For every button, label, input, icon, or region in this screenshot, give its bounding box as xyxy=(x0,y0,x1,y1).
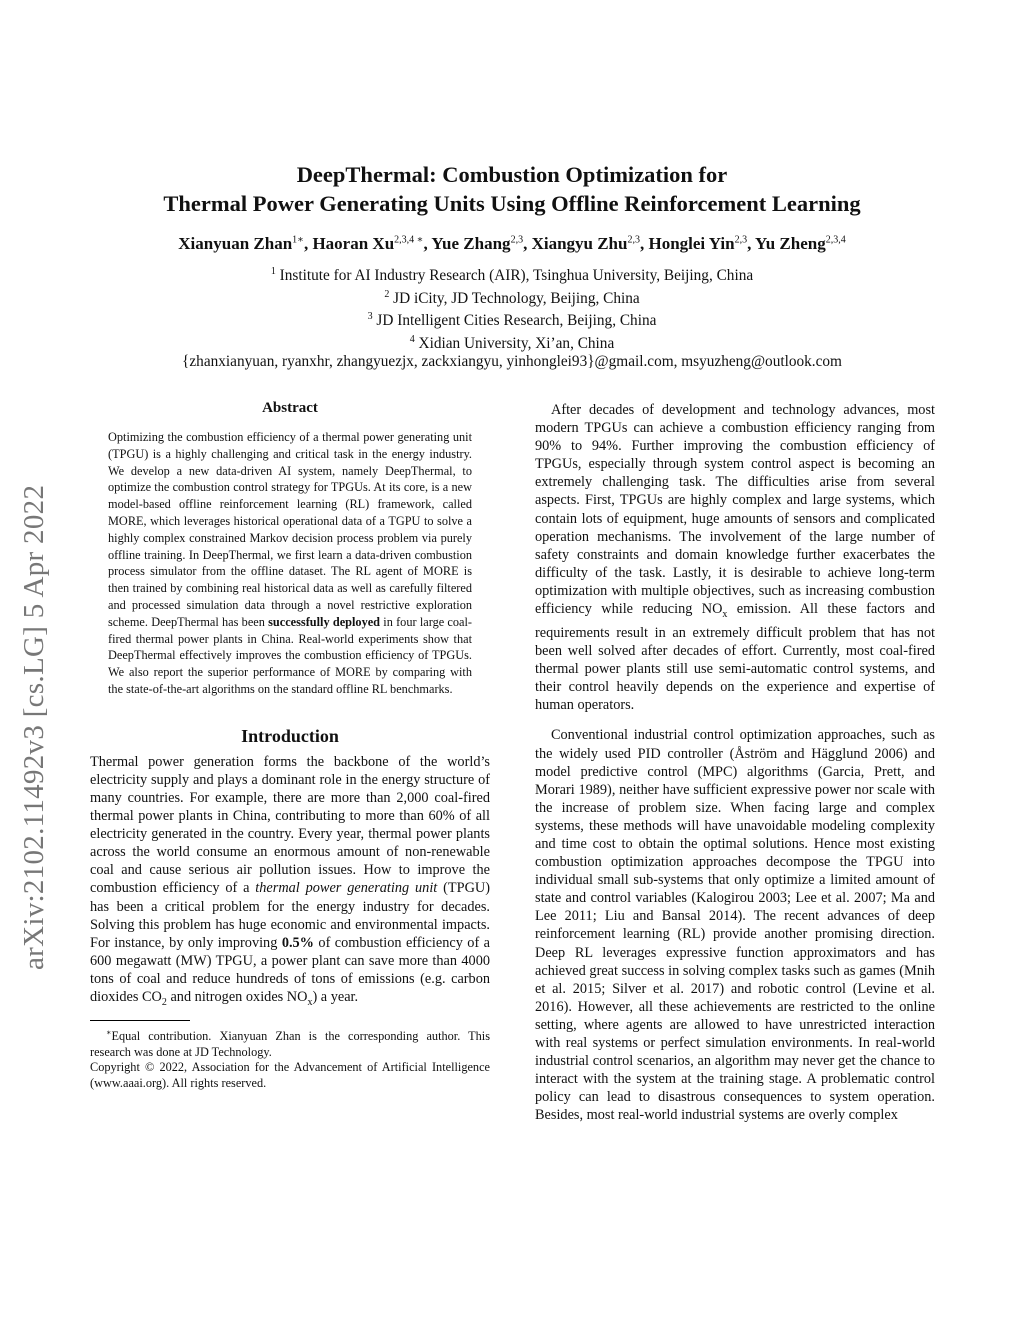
affiliation: $^3$ JD Intelligent Cities Research, Beijing, China xyxy=(367,311,657,330)
author-list xyxy=(0,234,1024,254)
footnote-divider xyxy=(90,1020,190,1021)
affiliations xyxy=(0,263,1024,372)
author-emails: {zhanxianyuan, ryanxhr, zhangyuezjx, zackxiangyu, yinhonglei93}@gmail.com, msyuzheng@outlook.com xyxy=(182,353,842,371)
body-paragraph-1: After decades of development and technology advances, most modern TPGUs can achieve a combustion efficiency ranging from 90% to 94%. Further improving the combustion efficiency of TPGUs, especially through system control aspect is becoming an extremely challenging task. The difficulties arise from several aspects. First, TPGUs are highly complex and large systems, which contain lots of equipment, huge amounts of sensors and complicated operation mechanisms. The involvement of the large number of safety constraints and domain knowledge further exacerbates the difficulty of the task. Lastly, it is desirable to achieve long-term optimization with multiple objectives, such as increasing combustion efficiency while reducing $NO_x$ emission. All these factors and requirements result in an extremely difficult problem that has not been well solved after decades of effort. Currently, most coal-fired thermal power plants still use semi-automatic control systems, and their control heavily depends on the experience and expertise of human operators. xyxy=(535,402,935,714)
abstract-text: Optimizing the combustion efficiency of a thermal power generating unit (TPGU) is a highly challenging and critical task in the energy industry. We develop a new data-driven AI system, namely DeepThermal, to optimize the combustion control strategy for TPGUs. At its core, is a new model-based offline reinforcement learning (RL) framework, called MORE, which leverages historical operational data of a TGPU to solve a highly complex constrained Markov decision process problem via purely offline training. In DeepThermal, we first learn a data-driven combustion process simulator from the offline dataset. The RL agent of MORE is then trained by combining real historical data as well as carefully filtered and processed simulation data through a novel restrictive exploration scheme. DeepThermal has been successfully deployed in four large coal-fired thermal power plants in China. Real-world experiments show that DeepThermal effectively improves the combustion efficiency of TPGUs. We also report the superior performance of MORE by comparing with the state-of-the-art algorithms on the standard offline RL benchmarks. xyxy=(108,430,472,696)
affiliation: $^1$ Institute for AI Industry Research (AIR), Tsinghua University, Beijing, China xyxy=(270,266,754,285)
affiliation: $^2$ JD iCity, JD Technology, Beijing, China xyxy=(384,288,640,307)
author: Yue Zhang$^{2,3}$, xyxy=(431,234,532,253)
title-line-1: DeepThermal: Combustion Optimization for xyxy=(296,162,728,187)
left-column xyxy=(90,400,490,1091)
body-paragraph-2: Conventional industrial control optimization approaches, such as the widely used PID controller (Åström and Hägglund 2006) and model predictive control (MPC) algorithms (Garcia, Prett, and Morari 1989), neither have sufficient expressive power nor scale with the increase of problem size. When facing large and complex systems, these methods will have unavoidable modeling complexity and time cost to obtain the optimal solutions. Hence most existing combustion optimization approaches decompose the TPGU into individual small sub-systems that only optimize a limited amount of state and control variables (Kalogirou 2003; Lee et al. 2007; Ma and Lee 2011; Liu and Bansal 2014). The recent advances of deep reinforcement learning (RL) provide another promising direction. Deep RL leverages expressive function approximators and has achieved great success in solving complex tasks such as games (Mnih et al. 2015; Silver et al. 2017) and robotic control (Levine et al. 2016). However, all these achievements are restricted to the online setting, where agents are allowed to have unrestricted interaction with real systems or perfect simulation environments. In real-world industrial control scenarios, an algorithm may never get the chance to interact with the system at the training stage. A problematic control policy can lead to disastrous consequences to system operation. Besides, most real-world industrial systems are overly complex xyxy=(535,727,935,1124)
right-column xyxy=(535,401,935,1125)
author: Honglei Yin$^{2,3}$, xyxy=(648,234,755,253)
abstract-heading: Abstract xyxy=(262,400,318,416)
introduction-heading: Introduction xyxy=(241,725,339,746)
author: Yu Zheng$^{2,3,4}$ xyxy=(754,234,846,253)
arxiv-identifier-stamp: arXiv:2102.11492v3 [cs.LG] 5 Apr 2022 xyxy=(18,484,50,970)
author: Haoran $Xu^{2,3,4 ∗}$, xyxy=(312,234,432,253)
author: Xianyuan Zhan$^{1∗}$, xyxy=(178,234,313,253)
title-line-2: Thermal Power Generating Units Using Offline Reinforcement Learning xyxy=(163,191,861,216)
footnote-equal-contribution: ∗Equal contribution. Xianyuan Zhan is the corresponding author. This research was done at JD Technology. xyxy=(90,1027,490,1059)
author: Xiangyu Zhu$^{2,3}$, xyxy=(531,234,649,253)
paper-title xyxy=(0,160,1024,218)
introduction-paragraph: Thermal power generation forms the backbone of the world’s electricity supply and plays a dominant role in the energy structure of many countries. For example, there are more than 2,000 coal-fired thermal power plants in China, contributing to more than 60% of all electricity generated in the country. Every year, thermal power plants across the world consume an enormous amount of non-renewable coal and cause serious air pollution issues. How to improve the combustion efficiency of a thermal power generating unit (TPGU) has been a critical problem for the energy industry for decades. Solving this problem has huge economic and environmental impacts. For instance, by only improving 0.5% of combustion efficiency of a 600 megawatt (MW) TPGU, a power plant can save more than 4000 tons of coal and reduce hundreds of tons of emissions (e.g. carbon dioxides $CO_2$ and nitrogen oxides $NO_x$) a year. xyxy=(90,753,490,1008)
affiliation: $^4$ Xidian University, Xi’an, China xyxy=(409,333,615,352)
footnote-copyright: Copyright © 2022, Association for the Advancement of Artificial Intelligence (www.aaai.org). All rights reserved. xyxy=(90,1060,490,1090)
